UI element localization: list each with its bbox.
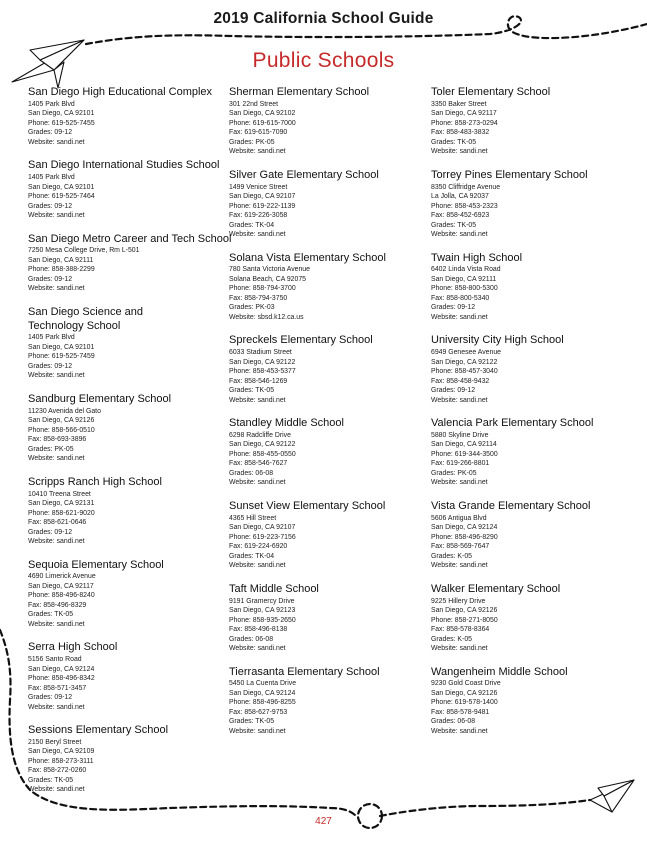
school-city: San Diego, CA 92101 xyxy=(28,183,95,191)
school-grades: Grades: 06-08 xyxy=(229,469,274,477)
school-grades: Grades: TK-04 xyxy=(229,221,275,229)
school-grades: Grades: 06-08 xyxy=(229,635,274,643)
school-grades: Grades: 09-12 xyxy=(28,362,73,370)
school-city: Solana Beach, CA 92075 xyxy=(229,275,307,283)
school-phone: Phone: 858-455-0550 xyxy=(229,450,296,458)
school-phone: Phone: 619-344-3500 xyxy=(431,450,498,458)
school-city: San Diego, CA 92117 xyxy=(431,110,497,118)
school-phone: Phone: 858-271-8050 xyxy=(431,616,498,624)
school-city: San Diego, CA 92111 xyxy=(431,275,497,283)
school-city: San Diego, CA 92124 xyxy=(431,524,498,532)
school-address: 9191 Gramercy Drive xyxy=(229,597,295,605)
school-phone: Phone: 858-273-0294 xyxy=(431,119,498,127)
school-website: Website: sandi.net xyxy=(229,231,286,239)
school-city: San Diego, CA 92124 xyxy=(229,689,296,697)
school-city: San Diego, CA 92107 xyxy=(229,524,296,532)
school-city: San Diego, CA 92117 xyxy=(28,582,94,590)
school-phone: Phone: 858-453-5377 xyxy=(229,368,296,376)
school-column-2 xyxy=(229,86,434,748)
school-address: 6949 Genesee Avenue xyxy=(431,349,501,357)
school-website: Website: sandi.net xyxy=(431,562,488,570)
school-grades: Grades: PK-05 xyxy=(431,469,477,477)
school-phone: Phone: 619-222-1139 xyxy=(229,202,296,210)
school-phone: Phone: 858-496-8342 xyxy=(28,675,95,683)
school-name: San Diego High Educational Complex xyxy=(28,86,213,98)
school-entry xyxy=(229,252,434,323)
school-entry xyxy=(229,583,434,654)
school-name: Sandburg Elementary School xyxy=(28,392,172,405)
school-phone: Phone: 858-388-2299 xyxy=(28,266,95,274)
school-name: Vista Grande Elementary School xyxy=(431,499,591,512)
school-fax: Fax: 858-496-8329 xyxy=(28,601,87,609)
school-entry xyxy=(229,666,434,737)
school-grades: Grades: 09-12 xyxy=(431,304,476,312)
school-city: San Diego, CA 92126 xyxy=(431,607,498,615)
school-website: Website: sandi.net xyxy=(28,138,85,146)
school-website: Website: sandi.net xyxy=(28,703,85,711)
school-city: San Diego, CA 92122 xyxy=(229,358,296,366)
school-city: San Diego, CA 92131 xyxy=(28,500,95,508)
section-title: Public Schools xyxy=(252,49,395,72)
school-name: Spreckels Elementary School xyxy=(229,334,373,347)
school-entry xyxy=(431,666,636,737)
school-grades: Grades: 09-12 xyxy=(28,694,73,702)
school-name: Torrey Pines Elementary School xyxy=(431,168,588,181)
school-website: Website: sandi.net xyxy=(28,455,85,463)
school-address: 5606 Antigua Blvd xyxy=(431,514,487,522)
school-name: Walker Elementary School xyxy=(431,582,561,595)
school-grades: Grades: TK-05 xyxy=(431,221,477,229)
school-grades: Grades: 09-12 xyxy=(28,275,73,283)
school-address: 9225 Hillery Drive xyxy=(431,597,486,605)
school-website: Website: sandi.net xyxy=(28,285,85,293)
school-name: Tierrasanta Elementary School xyxy=(229,665,380,678)
school-city: San Diego, CA 92107 xyxy=(229,193,296,201)
school-fax: Fax: 858-621-0646 xyxy=(28,519,87,527)
page-number: 427 xyxy=(315,816,332,827)
school-address: 7250 Mesa College Drive, Rm L-501 xyxy=(28,247,140,255)
school-city: San Diego, CA 92111 xyxy=(28,256,94,264)
school-address: 6402 Linda Vista Road xyxy=(431,266,501,274)
school-entry xyxy=(229,86,434,157)
school-grades: Grades: TK-05 xyxy=(229,718,275,726)
school-city: San Diego, CA 92124 xyxy=(28,665,95,673)
school-city: La Jolla, CA 92037 xyxy=(431,193,489,201)
school-name: San Diego Science and xyxy=(28,305,143,318)
school-address: 4365 Hill Street xyxy=(229,514,277,522)
school-entry xyxy=(28,393,233,464)
school-website: Website: sandi.net xyxy=(431,727,488,735)
school-phone: Phone: 619-615-7000 xyxy=(229,119,296,127)
school-fax: Fax: 858-578-9481 xyxy=(431,708,490,716)
school-website: Website: sandi.net xyxy=(28,538,85,546)
school-fax: Fax: 858-496-8138 xyxy=(229,626,288,634)
school-phone: Phone: 858-453-2323 xyxy=(431,202,498,210)
school-entry xyxy=(28,476,233,547)
school-website: Website: sbsd.k12.ca.us xyxy=(229,313,304,321)
school-website: Website: sandi.net xyxy=(229,479,286,487)
school-city: San Diego, CA 92102 xyxy=(229,110,296,118)
school-name: Toler Elementary School xyxy=(431,86,551,98)
school-fax: Fax: 858-569-7647 xyxy=(431,543,490,551)
school-fax: Fax: 858-483-3832 xyxy=(431,129,490,137)
school-entry xyxy=(229,334,434,405)
school-grades: Grades: PK-05 xyxy=(28,445,74,453)
school-website: Website: sandi.net xyxy=(431,313,488,321)
school-entry xyxy=(431,500,636,571)
school-address: 5450 La Cuenta Drive xyxy=(229,680,297,688)
school-fax: Fax: 858-546-7627 xyxy=(229,460,288,468)
school-address: 6033 Stadium Street xyxy=(229,349,292,357)
school-address: 6298 Radcliffe Drive xyxy=(229,431,291,439)
school-entry xyxy=(431,86,636,157)
school-address: 780 Santa Victoria Avenue xyxy=(229,266,310,274)
school-website: Website: sandi.net xyxy=(28,786,85,794)
school-name: Valencia Park Elementary School xyxy=(431,417,594,430)
guide-title: 2019 California School Guide xyxy=(213,10,434,27)
school-grades: Grades: PK-05 xyxy=(229,138,275,146)
school-column-3 xyxy=(431,86,636,748)
school-address: 301 22nd Street xyxy=(229,100,279,108)
school-name: Sessions Elementary School xyxy=(28,724,169,737)
school-fax: Fax: 858-452-6923 xyxy=(431,212,490,220)
school-fax: Fax: 619-615-7090 xyxy=(229,129,288,137)
school-fax: Fax: 858-693-3896 xyxy=(28,436,87,444)
school-grades: Grades: 06-08 xyxy=(431,718,476,726)
school-name: Wangenheim Middle School xyxy=(431,665,568,678)
school-address: 8350 Cliffridge Avenue xyxy=(431,183,501,191)
school-name: Twain High School xyxy=(431,251,523,264)
school-city: San Diego, CA 92101 xyxy=(28,343,95,351)
school-entry xyxy=(431,252,636,323)
school-website: Website: sandi.net xyxy=(28,372,85,380)
school-grades: Grades: TK-05 xyxy=(28,776,74,784)
paper-plane-icon xyxy=(590,780,634,812)
school-grades: Grades: PK-03 xyxy=(229,304,275,312)
school-grades: Grades: 09-12 xyxy=(431,387,476,395)
school-entry xyxy=(28,159,233,220)
school-entry xyxy=(431,583,636,654)
school-website: Website: sandi.net xyxy=(28,212,85,220)
school-city: San Diego, CA 92122 xyxy=(431,358,498,366)
school-fax: Fax: 858-627-9753 xyxy=(229,708,288,716)
school-entry xyxy=(28,724,233,795)
school-entry xyxy=(229,500,434,571)
school-website: Website: sandi.net xyxy=(431,645,488,653)
school-website: Website: sandi.net xyxy=(28,620,85,628)
school-name: University City High School xyxy=(431,334,564,347)
school-address: 1499 Venice Street xyxy=(229,183,288,191)
school-name: Solana Vista Elementary School xyxy=(229,251,386,264)
school-website: Website: sandi.net xyxy=(229,727,286,735)
school-name: Technology School xyxy=(28,319,121,332)
school-website: Website: sandi.net xyxy=(229,396,286,404)
school-grades: Grades: TK-05 xyxy=(431,138,477,146)
school-phone: Phone: 619-525-7459 xyxy=(28,353,95,361)
school-address: 10410 Treena Street xyxy=(28,490,91,498)
school-fax: Fax: 619-224-6920 xyxy=(229,543,288,551)
school-address: 1405 Park Blvd xyxy=(28,334,75,342)
school-phone: Phone: 858-496-8240 xyxy=(28,592,95,600)
school-phone: Phone: 619-525-7464 xyxy=(28,193,95,201)
school-phone: Phone: 619-525-7455 xyxy=(28,119,95,127)
school-address: 2150 Beryl Street xyxy=(28,738,82,746)
school-website: Website: sandi.net xyxy=(431,148,488,156)
school-name: Silver Gate Elementary School xyxy=(229,168,379,181)
school-website: Website: sandi.net xyxy=(431,231,488,239)
school-address: 1405 Park Blvd xyxy=(28,100,75,108)
school-city: San Diego, CA 92122 xyxy=(229,441,296,449)
school-phone: Phone: 858-496-8290 xyxy=(431,533,498,541)
school-fax: Fax: 858-794-3750 xyxy=(229,294,288,302)
school-address: 1405 Park Blvd xyxy=(28,174,75,182)
school-phone: Phone: 619-578-1400 xyxy=(431,699,498,707)
school-phone: Phone: 619-223-7156 xyxy=(229,533,296,541)
school-website: Website: sandi.net xyxy=(431,479,488,487)
school-fax: Fax: 858-800-5340 xyxy=(431,294,490,302)
school-entry xyxy=(229,169,434,240)
school-phone: Phone: 858-794-3700 xyxy=(229,285,296,293)
school-website: Website: sandi.net xyxy=(431,396,488,404)
school-entry xyxy=(28,233,233,294)
school-address: 3350 Baker Street xyxy=(431,100,487,108)
school-grades: Grades: TK-05 xyxy=(229,387,275,395)
school-grades: Grades: 09-12 xyxy=(28,528,73,536)
school-address: 9230 Gold Coast Drive xyxy=(431,680,501,688)
school-name: San Diego International Studies School xyxy=(28,159,220,172)
school-city: San Diego, CA 92126 xyxy=(431,689,498,697)
school-fax: Fax: 619-266-8801 xyxy=(431,460,490,468)
school-address: 4690 Limerick Avenue xyxy=(28,573,96,581)
school-phone: Phone: 858-457-3040 xyxy=(431,368,498,376)
school-fax: Fax: 858-458-9432 xyxy=(431,377,490,385)
school-entry xyxy=(431,169,636,240)
school-phone: Phone: 858-273-3111 xyxy=(28,757,94,765)
school-grades: Grades: 09-12 xyxy=(28,129,73,137)
school-website: Website: sandi.net xyxy=(229,148,286,156)
school-fax: Fax: 858-272-0260 xyxy=(28,767,87,775)
school-entry xyxy=(28,559,233,630)
school-entry xyxy=(431,417,636,488)
school-name: Sherman Elementary School xyxy=(229,86,370,98)
school-website: Website: sandi.net xyxy=(229,645,286,653)
school-city: San Diego, CA 92101 xyxy=(28,110,95,118)
school-city: San Diego, CA 92114 xyxy=(431,441,497,449)
school-phone: Phone: 858-935-2650 xyxy=(229,616,296,624)
school-phone: Phone: 858-621-9020 xyxy=(28,509,95,517)
bottom-dashed-path xyxy=(380,800,590,816)
school-fax: Fax: 858-571-3457 xyxy=(28,684,87,692)
school-name: Sequoia Elementary School xyxy=(28,558,164,571)
school-phone: Phone: 858-566-0510 xyxy=(28,426,95,434)
school-address: 5156 Santo Road xyxy=(28,656,82,664)
school-name: Scripps Ranch High School xyxy=(28,475,162,488)
school-name: Sunset View Elementary School xyxy=(229,499,386,512)
school-grades: Grades: TK-05 xyxy=(28,611,74,619)
school-fax: Fax: 858-578-8364 xyxy=(431,626,490,634)
school-fax: Fax: 619-226-3058 xyxy=(229,212,288,220)
school-city: San Diego, CA 92123 xyxy=(229,607,296,615)
school-grades: Grades: 09-12 xyxy=(28,202,73,210)
school-column-1 xyxy=(28,86,233,807)
school-entry xyxy=(28,86,233,147)
school-address: 11230 Avenida del Gato xyxy=(28,407,101,415)
school-phone: Phone: 858-496-8255 xyxy=(229,699,296,707)
school-website: Website: sandi.net xyxy=(229,562,286,570)
school-entry xyxy=(28,306,233,381)
school-grades: Grades: TK-04 xyxy=(229,552,275,560)
school-entry xyxy=(28,641,233,712)
school-city: San Diego, CA 92109 xyxy=(28,748,95,756)
school-name: Serra High School xyxy=(28,641,118,654)
school-city: San Diego, CA 92126 xyxy=(28,417,95,425)
school-entry xyxy=(229,417,434,488)
school-grades: Grades: K-05 xyxy=(431,635,472,643)
school-phone: Phone: 858-800-5300 xyxy=(431,285,498,293)
school-name: Standley Middle School xyxy=(229,417,344,430)
school-name: San Diego Metro Career and Tech School xyxy=(28,232,232,245)
school-fax: Fax: 858-546-1269 xyxy=(229,377,288,385)
school-grades: Grades: K-05 xyxy=(431,552,472,560)
school-entry xyxy=(431,334,636,405)
school-name: Taft Middle School xyxy=(229,582,319,595)
school-address: 5880 Skyline Drive xyxy=(431,431,489,439)
